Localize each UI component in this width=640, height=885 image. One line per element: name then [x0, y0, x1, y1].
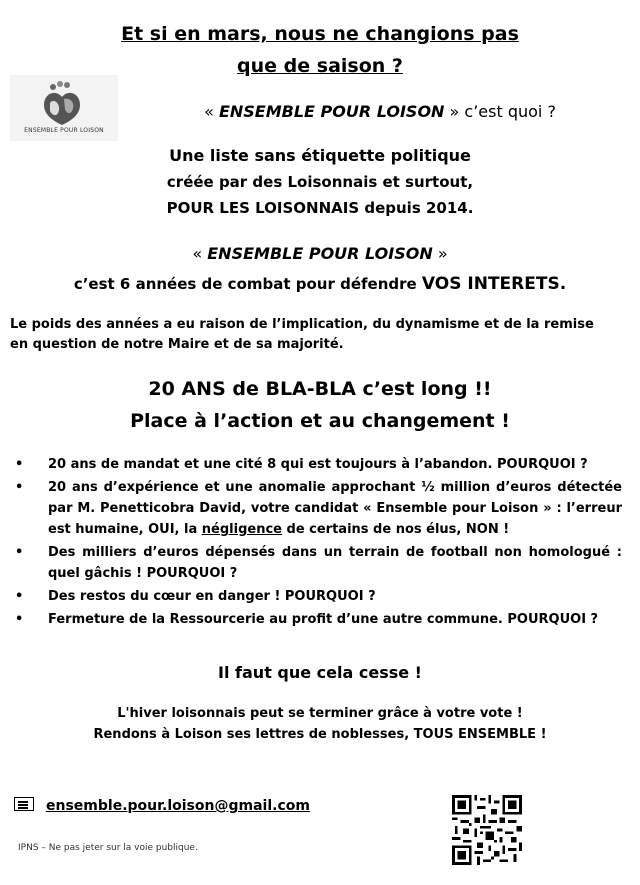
bullet-text: Des restos du cœur en danger ! POURQUOI ? — [48, 589, 376, 604]
intro-paragraph — [10, 315, 620, 355]
call-to-stop: Il faut que cela cesse ! — [218, 663, 422, 682]
bullet-icon: • — [15, 612, 24, 627]
closing-line-2: Rendons à Loison ses lettres de noblesses, TOUS ENSEMBLE ! — [93, 727, 547, 742]
list-item — [10, 454, 622, 475]
bullet-icon: • — [15, 457, 24, 472]
list-item — [10, 477, 622, 540]
bullet-text: Des milliers d’euros dépensés dans un terrain de football non homologué : quel gâchis ! POURQUOI ? — [48, 545, 622, 581]
list-item — [10, 586, 622, 607]
ipns-notice: IPNS – Ne pas jeter sur la voie publique. — [18, 843, 198, 853]
slogan-block — [0, 373, 640, 437]
email-link[interactable]: ensemble.pour.loison@gmail.com — [46, 798, 310, 814]
title-line-2: que de saison ? — [237, 55, 403, 77]
description-line-3-bold: POUR LES LOISONNAIS — [166, 199, 360, 217]
combat-name: ENSEMBLE POUR LOISON — [207, 244, 433, 263]
bullet-icon: • — [15, 545, 24, 560]
combat-open-quote: « — [192, 244, 208, 263]
slogan-line-2: Place à l’action et au changement ! — [130, 410, 510, 432]
description-block — [0, 143, 640, 221]
combat-line-2-bold: VOS INTERETS. — [421, 274, 567, 294]
bullet-icon: • — [15, 589, 24, 604]
paragraph-line-2: en question de notre Maire et de sa majorité. — [10, 337, 344, 352]
paragraph-line-1: Le poids des années a eu raison de l’implication, du dynamisme et de la remise — [10, 317, 594, 332]
bullet-text: Fermeture de la Ressourcerie au profit d’une autre commune. POURQUOI ? — [48, 612, 599, 627]
page-title — [0, 18, 640, 82]
logo-caption: ENSEMBLE POUR LOISON — [24, 127, 104, 134]
qr-code-icon[interactable] — [452, 795, 522, 865]
bullet-text: 20 ans de mandat et une cité 8 qui est toujours à l’abandon. POURQUOI ? — [48, 457, 588, 472]
intro-name: ENSEMBLE POUR LOISON — [218, 102, 445, 121]
closing-line-1: L'hiver loisonnais peut se terminer grâce à votre vote ! — [117, 706, 523, 721]
closing-block — [0, 703, 640, 745]
ensemble-pour-loison-logo — [10, 75, 118, 141]
combat-line-2 — [0, 274, 640, 294]
complaints-list — [10, 454, 622, 632]
description-line-2: créée par des Loisonnais et surtout, — [166, 173, 474, 191]
slogan-line-1: 20 ANS de BLA-BLA c’est long !! — [148, 378, 492, 400]
combat-title — [0, 244, 640, 263]
bullet-text-part-1: 20 ans d’expérience et une anomalie approchant ½ million d’euros détectée par M. Penetticobra David, votre candidat « Ensemble pour Loison » : l’erreur est humaine, OUI, la — [48, 480, 622, 537]
combat-close-quote: » — [432, 244, 448, 263]
bullet-text-underlined: négligence — [201, 522, 282, 537]
intro-question — [120, 102, 640, 121]
title-line-1: Et si en mars, nous ne changions pas — [121, 23, 519, 45]
bullet-icon: • — [15, 480, 24, 495]
description-line-3 — [0, 195, 640, 221]
mail-icon — [14, 797, 34, 811]
description-line-3-rest: depuis 2014. — [359, 199, 474, 217]
bullet-text-part-2: de certains de nos élus, NON ! — [281, 522, 510, 537]
list-item — [10, 609, 622, 630]
combat-line-2-start: c’est 6 années de combat pour défendre — [73, 275, 422, 293]
intro-question-text: » c’est quoi ? — [444, 102, 556, 121]
description-line-1: Une liste sans étiquette politique — [169, 146, 471, 165]
intro-open-quote: « — [204, 102, 219, 121]
list-item — [10, 542, 622, 584]
logo-graphic-icon — [10, 75, 118, 127]
